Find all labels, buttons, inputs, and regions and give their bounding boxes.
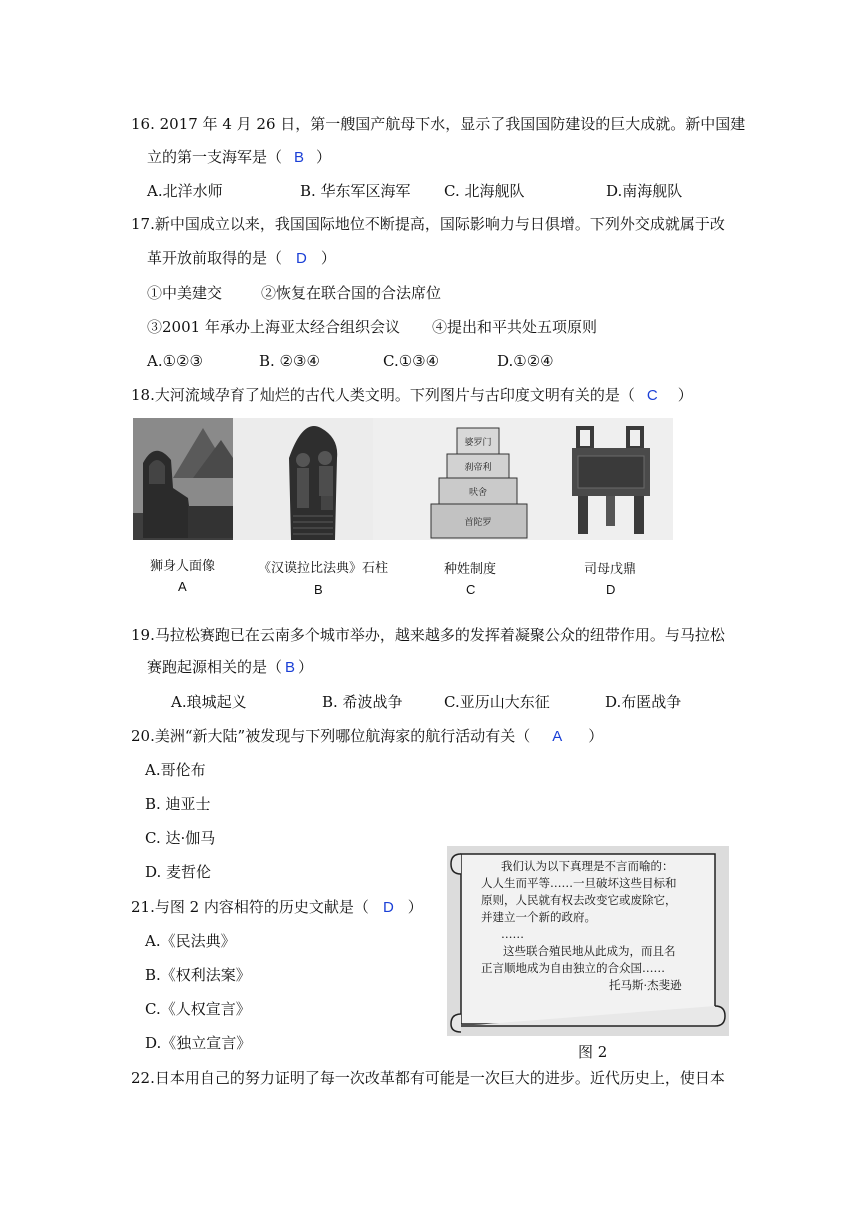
caste-pyramid-image	[373, 418, 548, 540]
scroll-line-2: 人人生而平等……一旦破坏这些目标和	[481, 876, 677, 890]
caste-label-1: 婆罗门	[464, 438, 492, 448]
q22-stem-line1: 22.日本用自己的努力证明了每一次改革都有可能是一次巨大的进步。近代历史上，使日本	[131, 1069, 725, 1087]
q18-answer: C	[646, 387, 658, 404]
q19-stem-line1: 19.马拉松赛跑已在云南多个城市举办，越来越多的发挥着凝聚公众的纽带作用。与马拉松	[131, 626, 725, 644]
q17-stem-line1: 17.新中国成立以来，我国国际地位不断提高，国际影响力与日俱增。下列外交成就属于改	[131, 215, 725, 233]
q17-item-2: ②恢复在联合国的合法席位	[261, 284, 442, 302]
q17-option-c: C.①③④	[383, 352, 440, 370]
simuwu-ding-image	[548, 418, 673, 540]
q16-answer: B	[294, 149, 305, 166]
scroll-line-7: 正言顺地成为自由独立的合众国……	[481, 961, 665, 975]
q21-option-d: D.《独立宣言》	[145, 1034, 252, 1052]
q16-option-b: B. 华东军区海军	[300, 182, 411, 200]
q17-option-b: B. ②③④	[259, 352, 320, 370]
q20-option-d: D. 麦哲伦	[145, 863, 212, 881]
scroll-line-1: 我们认为以下真理是不言而喻的：	[501, 859, 674, 873]
q16-option-d: D.南海舰队	[606, 182, 683, 200]
q19-option-a: A.琅城起义	[171, 693, 247, 711]
q19-option-d: D.布匿战争	[605, 693, 682, 711]
q17-answer: D	[296, 250, 307, 267]
caste-label-3: 吠舍	[468, 488, 488, 498]
q21-answer: D	[382, 899, 394, 916]
q17-option-d: D.①②④	[497, 352, 554, 370]
q16-option-a: A.北洋水师	[147, 182, 223, 200]
q16-option-c: C. 北海舰队	[444, 182, 525, 200]
q21-option-a: A.《民法典》	[145, 932, 236, 950]
q16-stem-line1: 16. 2017 年 4 月 26 日，第一艘国产航母下水，显示了我国国防建设的巨大成就。新中国建	[131, 115, 746, 133]
q17-option-a: A.①②③	[147, 352, 203, 370]
letter-a: A	[178, 579, 187, 594]
q21-option-c: C.《人权宣言》	[145, 1000, 251, 1018]
hammurabi-stele-image	[233, 418, 373, 540]
q16-stem-line2: 立的第一支海军是（ B ）	[147, 148, 332, 166]
q17-stem-line2: 革开放前取得的是（ D ）	[147, 249, 336, 267]
q20-answer: A	[552, 728, 563, 745]
scroll-line-3: 原则，人民就有权去改变它或废除它，	[481, 893, 677, 907]
scroll-line-6: 这些联合殖民地从此成为，而且名	[503, 944, 676, 958]
figure-2-scroll	[447, 846, 729, 1036]
caption-ding: 司母戊鼎	[583, 562, 636, 577]
q21-stem: 21.与图 2 内容相符的历史文献是（ D ）	[131, 898, 423, 916]
q20-option-c: C. 达·伽马	[145, 829, 216, 847]
q20-stem: 20.美洲“新大陆”被发现与下列哪位航海家的航行活动有关（ A ）	[131, 727, 604, 745]
q17-item-1: ①中美建交	[147, 284, 223, 302]
letter-d: D	[606, 582, 616, 597]
letter-c: C	[466, 582, 476, 597]
scroll-line-5: ……	[501, 927, 524, 941]
q21-option-b: B.《权利法案》	[145, 966, 251, 984]
q17-item-3: ③2001 年承办上海亚太经合组织会议	[147, 318, 400, 336]
q19-option-c: C.亚历山大东征	[444, 693, 550, 711]
scroll-line-8: 托马斯·杰斐逊	[609, 978, 682, 992]
figure-2-caption: 图 2	[578, 1043, 608, 1061]
q20-option-b: B. 迪亚士	[145, 795, 211, 813]
q19-option-b: B. 希波战争	[322, 693, 403, 711]
q20-option-a: A.哥伦布	[145, 761, 206, 779]
caste-label-4: 首陀罗	[464, 518, 492, 528]
scroll-line-4: 并建立一个新的政府。	[481, 910, 596, 924]
caption-hammurabi: 《汉谟拉比法典》石柱	[257, 561, 388, 576]
q19-stem-line2: 赛跑起源相关的是（ B ）	[147, 658, 314, 676]
caption-sphinx: 狮身人面像	[149, 559, 215, 574]
q19-answer: B	[285, 659, 296, 676]
scroll-text	[481, 858, 682, 994]
letter-b: B	[314, 582, 323, 597]
caste-label-2: 刹帝利	[464, 463, 492, 473]
q17-item-4: ④提出和平共处五项原则	[432, 318, 598, 336]
q18-stem: 18.大河流域孕育了灿烂的古代人类文明。下列图片与古印度文明有关的是（ C ）	[131, 386, 693, 404]
sphinx-image	[133, 418, 233, 540]
caption-caste: 种姓制度	[443, 562, 496, 577]
